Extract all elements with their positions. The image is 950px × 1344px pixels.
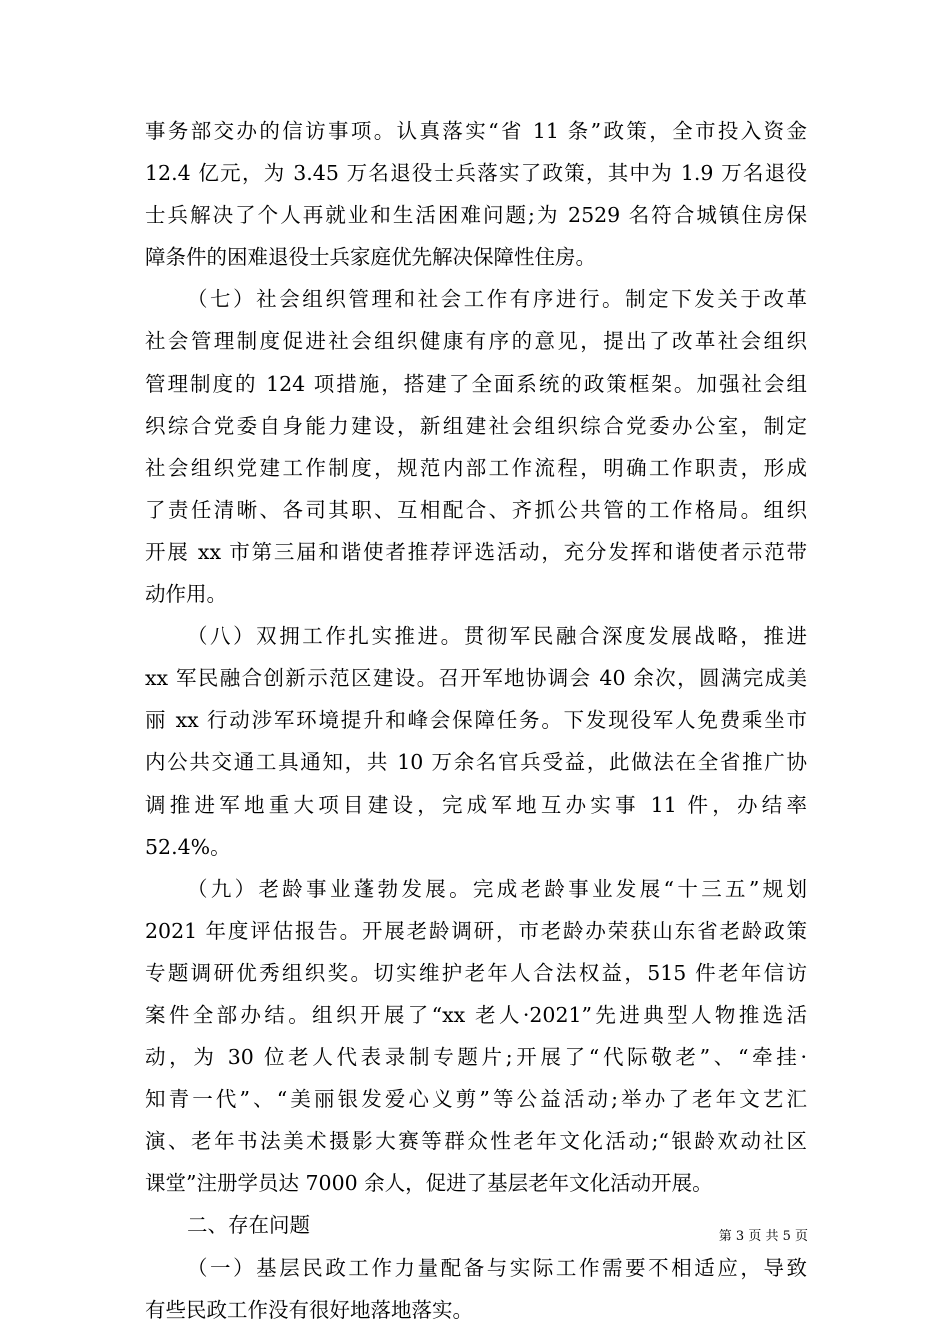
text-line: 士兵解决了个人再就业和生活困难问题;为 2529 名符合城镇住房保 (145, 203, 807, 228)
document-body (145, 110, 807, 1331)
text-line: 专题调研优秀组织奖。切实维护老年人合法权益，515 件老年信访 (145, 960, 807, 985)
text-line: 丽 xx 行动涉军环境提升和峰会保障任务。下发现役军人免费乘坐市 (145, 708, 807, 733)
text-line: （九）老龄事业蓬勃发展。完成老龄事业发展“十三五”规划 (187, 876, 807, 901)
text-line: 障条件的困难退役士兵家庭优先解决保障性住房。 (145, 245, 596, 270)
page-number-footer: 第 3 页 共 5 页 (718, 1229, 808, 1244)
text-line: 课堂”注册学员达 7000 余人，促进了基层老年文化活动开展。 (145, 1171, 713, 1196)
text-line: 52.4%。 (145, 834, 231, 859)
text-line: 12.4 亿元，为 3.45 万名退役士兵落实了政策，其中为 1.9 万名退役 (145, 161, 807, 186)
text-line: 知青一代”、“美丽银发爱心义剪”等公益活动;举办了老年文艺汇 (145, 1087, 807, 1112)
text-line: 动作用。 (145, 582, 227, 607)
text-line: 内公共交通工具通知，共 10 万余名官兵受益，此做法在全省推广协 (145, 750, 807, 775)
text-line: 演、老年书法美术摄影大赛等群众性老年文化活动;“银龄欢动社区 (145, 1129, 807, 1154)
text-line: 开展 xx 市第三届和谐使者推荐评选活动，充分发挥和谐使者示范带 (145, 539, 807, 564)
text-line: 有些民政工作没有很好地落地落实。 (145, 1297, 473, 1322)
paragraph-section-9 (145, 868, 807, 1205)
text-line: 社会管理制度促进社会组织健康有序的意见，提出了改革社会组织 (145, 329, 807, 354)
text-line: 社会组织党建工作制度，规范内部工作流程，明确工作职责，形成 (145, 455, 807, 480)
text-line: 织综合党委自身能力建设，新组建社会组织综合党委办公室，制定 (145, 413, 807, 438)
text-line: 调推进军地重大项目建设，完成军地互办实事 11 件，办结率 (145, 792, 807, 817)
section-heading: 二、存在问题 (187, 1213, 310, 1238)
paragraph-veterans-continued (145, 110, 807, 278)
text-line: 2021 年度评估报告。开展老龄调研，市老龄办荣获山东省老龄政策 (145, 918, 807, 943)
text-line: xx 军民融合创新示范区建设。召开军地协调会 40 余次，圆满完成美 (145, 666, 807, 691)
text-line: 事务部交办的信访事项。认真落实“省 11 条”政策，全市投入资金 (145, 119, 807, 143)
paragraph-problem-1 (145, 1247, 807, 1331)
text-line: 动，为 30 位老人代表录制专题片;开展了“代际敬老”、“牵挂· (145, 1045, 807, 1070)
text-line: （一）基层民政工作力量配备与实际工作需要不相适应，导致 (187, 1255, 807, 1280)
text-line: （七）社会组织管理和社会工作有序进行。制定下发关于改革 (187, 287, 807, 312)
text-line: 管理制度的 124 项措施，搭建了全面系统的政策框架。加强社会组 (145, 371, 807, 396)
paragraph-section-8 (145, 615, 807, 868)
text-line: （八）双拥工作扎实推进。贯彻军民融合深度发展战略，推进 (187, 624, 807, 649)
paragraph-section-7 (145, 278, 807, 615)
text-line: 案件全部办结。组织开展了“xx 老人·2021”先进典型人物推选活 (145, 1002, 807, 1027)
text-line: 了责任清晰、各司其职、互相配合、齐抓公共管的工作格局。组织 (145, 497, 807, 522)
